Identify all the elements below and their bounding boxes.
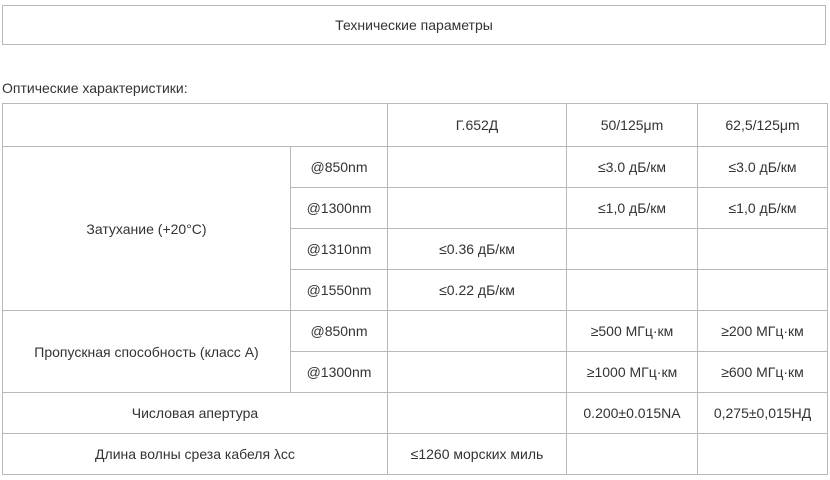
table-header-row [3,104,828,147]
table-row [3,434,828,475]
attenuation-label: Затухание (+20°C) [3,147,291,311]
wavelength-cell: @1550nm [291,270,388,311]
table-row [3,393,828,434]
wavelength-cell: @850nm [291,147,388,188]
g652-cell [388,188,567,229]
fiber-50-cell [567,270,698,311]
header-cell-blank [3,104,388,147]
header-cell-62-125: 62,5/125μm [698,104,828,147]
g652-cell [388,393,567,434]
fiber-62-cell [698,270,828,311]
g652-cell: ≤0.22 дБ/км [388,270,567,311]
bandwidth-label: Пропускная способность (класс А) [3,311,291,393]
g652-cell [388,352,567,393]
fiber-50-cell [567,229,698,270]
header-cell-50-125: 50/125μm [567,104,698,147]
fiber-62-cell [698,229,828,270]
fiber-62-cell [698,434,828,475]
g652-cell: ≤1260 морских миль [388,434,567,475]
fiber-50-cell: ≤3.0 дБ/км [567,147,698,188]
section-label: Оптические характеристики: [2,80,188,96]
fiber-50-cell: ≥1000 МГц·км [567,352,698,393]
fiber-62-cell: ≤3.0 дБ/км [698,147,828,188]
g652-cell [388,147,567,188]
fiber-50-cell [567,434,698,475]
wavelength-cell: @1310nm [291,229,388,270]
fiber-62-cell: ≤1,0 дБ/км [698,188,828,229]
fiber-50-cell: 0.200±0.015NA [567,393,698,434]
aperture-label: Числовая апертура [3,393,388,434]
cutoff-label: Длина волны среза кабеля λcc [3,434,388,475]
fiber-50-cell: ≤1,0 дБ/км [567,188,698,229]
specs-table [2,103,828,475]
fiber-50-cell: ≥500 МГц·км [567,311,698,352]
header-cell-g652: Г.652Д [388,104,567,147]
g652-cell [388,311,567,352]
fiber-62-cell: ≥600 МГц·км [698,352,828,393]
table-row [3,147,828,188]
table-row [3,311,828,352]
wavelength-cell: @1300nm [291,188,388,229]
fiber-62-cell: 0,275±0,015НД [698,393,828,434]
wavelength-cell: @850nm [291,311,388,352]
page-title: Технические параметры [2,5,826,45]
fiber-62-cell: ≥200 МГц·км [698,311,828,352]
g652-cell: ≤0.36 дБ/км [388,229,567,270]
wavelength-cell: @1300nm [291,352,388,393]
